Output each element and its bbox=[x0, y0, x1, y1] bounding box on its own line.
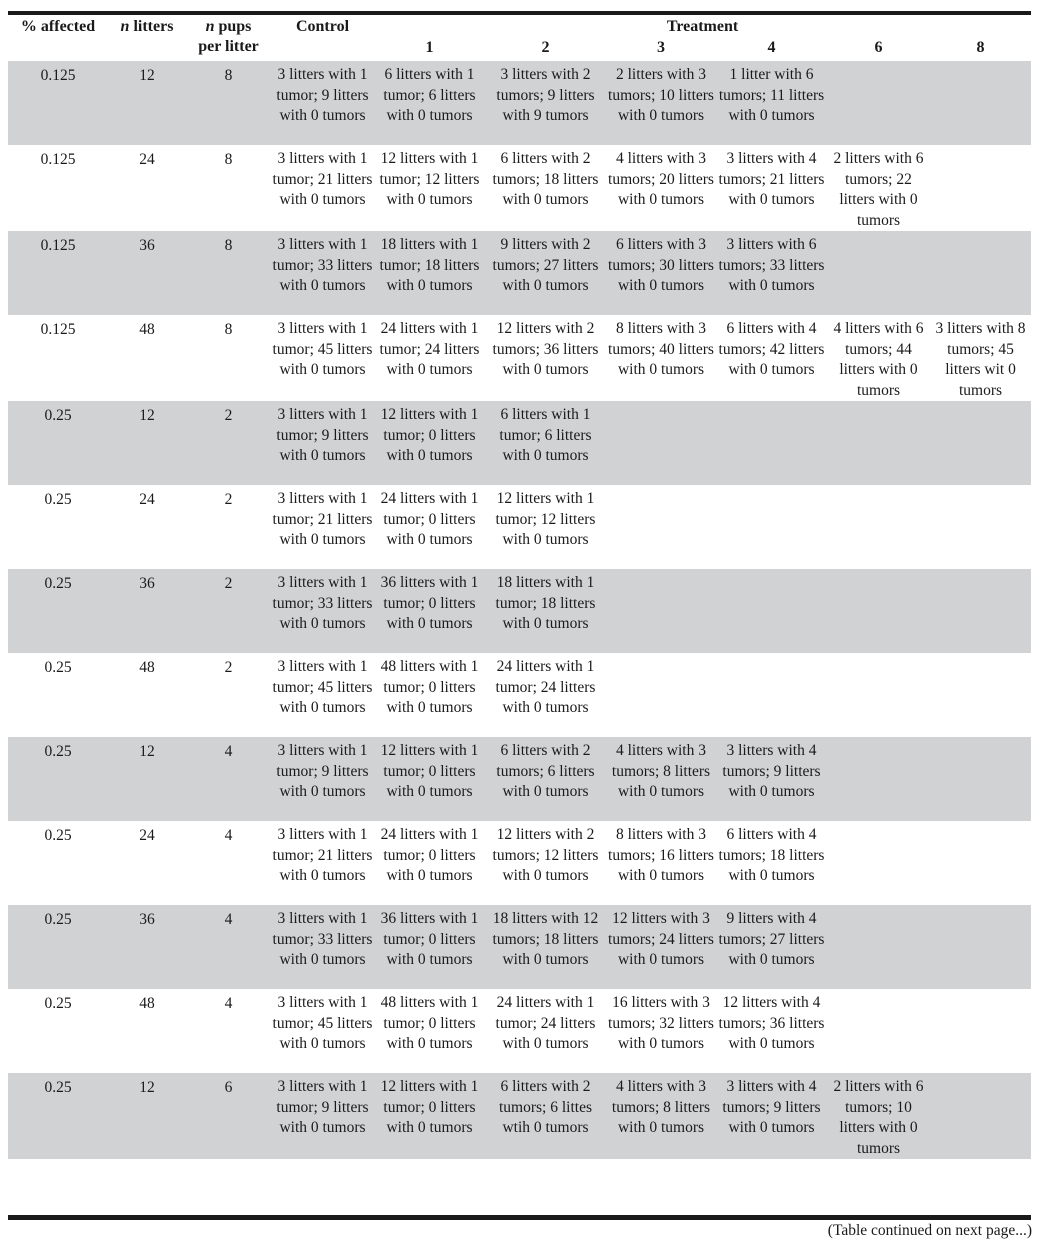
cell-treatment: 2 litters with 3 tumors; 10 litters with 0 tumors bbox=[606, 61, 716, 145]
cell-treatment: 18 litters with 12 tumors; 18 litters with 0 tumors bbox=[485, 905, 606, 989]
cell-treatment bbox=[930, 569, 1031, 653]
data-table bbox=[8, 11, 1031, 1159]
cell-treatment: 16 litters with 3 tumors; 32 litters with 0 tumors bbox=[608, 994, 714, 1052]
cell-n-litters: 24 bbox=[139, 151, 155, 168]
cell-n-pups: 2 bbox=[186, 569, 271, 653]
cell-n-pups: 4 bbox=[224, 827, 233, 844]
cell-treatment bbox=[606, 653, 716, 737]
cell-pct-affected: 0.125 bbox=[40, 321, 76, 338]
cell-n-pups: 8 bbox=[186, 231, 271, 315]
table-row bbox=[8, 315, 1031, 401]
cell-pct-affected: 0.25 bbox=[8, 905, 108, 989]
cell-treatment: 18 litters with 1 tumor; 18 litters with 0 tumors bbox=[374, 231, 485, 315]
header-treatment-col: 3 bbox=[657, 39, 665, 56]
cell-n-litters: 48 bbox=[139, 995, 155, 1012]
table-row bbox=[8, 145, 1031, 231]
table-body bbox=[8, 61, 1031, 1159]
cell-treatment: 4 litters with 3 tumors; 8 litters with 0 tumors bbox=[606, 1073, 716, 1159]
cell-treatment bbox=[930, 737, 1031, 821]
cell-control: 3 litters with 1 tumor; 9 litters with 0 tumors bbox=[271, 737, 374, 821]
cell-pct-affected: 0.125 bbox=[8, 231, 108, 315]
cell-treatment: 3 litters with 4 tumors; 9 litters with 0 tumors bbox=[716, 1073, 827, 1159]
cell-treatment bbox=[716, 569, 827, 653]
table-row bbox=[8, 905, 1031, 989]
cell-treatment bbox=[930, 231, 1031, 315]
cell-n-pups: 4 bbox=[186, 905, 271, 989]
cell-treatment: 6 litters with 4 tumors; 18 litters with 0 tumors bbox=[718, 826, 825, 884]
table-row bbox=[8, 989, 1031, 1073]
cell-pct-affected: 0.25 bbox=[44, 995, 72, 1012]
cell-control: 3 litters with 1 tumor; 21 litters with 0 tumors bbox=[272, 150, 373, 208]
cell-treatment: 2 litters with 6 tumors; 10 litters with 0 tumors bbox=[827, 1073, 930, 1159]
cell-treatment: 9 litters with 4 tumors; 27 litters with 0 tumors bbox=[716, 905, 827, 989]
table-row bbox=[8, 231, 1031, 315]
cell-treatment: 6 litters with 1 tumor; 6 litters with 0 tumors bbox=[485, 401, 606, 485]
cell-treatment: 24 litters with 1 tumor; 0 litters with 0 tumors bbox=[380, 826, 479, 884]
cell-control: 3 litters with 1 tumor; 45 litters with 0 tumors bbox=[272, 994, 373, 1052]
cell-treatment bbox=[716, 401, 827, 485]
cell-control: 3 litters with 1 tumor; 45 litters with 0 tumors bbox=[272, 658, 373, 716]
cell-treatment: 2 litters with 6 tumors; 22 litters with 0 tumors bbox=[833, 150, 924, 229]
cell-treatment bbox=[827, 231, 930, 315]
cell-treatment bbox=[930, 485, 1031, 569]
cell-treatment: 4 litters with 6 tumors; 44 litters with 0 tumors bbox=[833, 320, 924, 399]
cell-treatment: 9 litters with 2 tumors; 27 litters with 0 tumors bbox=[485, 231, 606, 315]
cell-pct-affected: 0.125 bbox=[40, 151, 76, 168]
header-treatment: Treatment bbox=[666, 18, 739, 35]
cell-treatment: 6 litters with 2 tumors; 6 littes wtih 0 tumors bbox=[485, 1073, 606, 1159]
cell-n-pups: 2 bbox=[186, 401, 271, 485]
table-row bbox=[8, 653, 1031, 737]
cell-pct-affected: 0.25 bbox=[44, 659, 72, 676]
cell-n-litters: 36 bbox=[108, 231, 186, 315]
cell-n-pups: 8 bbox=[224, 151, 233, 168]
cell-pct-affected: 0.25 bbox=[44, 491, 72, 508]
cell-treatment bbox=[606, 569, 716, 653]
cell-treatment bbox=[827, 61, 930, 145]
cell-treatment bbox=[827, 989, 930, 1073]
cell-n-litters: 24 bbox=[139, 491, 155, 508]
cell-treatment: 3 litters with 4 tumors; 9 litters with 0 tumors bbox=[716, 737, 827, 821]
cell-n-litters: 48 bbox=[139, 659, 155, 676]
header-pct-affected: % affected bbox=[20, 18, 96, 35]
cell-treatment: 18 litters with 1 tumor; 18 litters with 0 tumors bbox=[485, 569, 606, 653]
header-treatment-col: 2 bbox=[541, 39, 550, 56]
cell-n-pups: 2 bbox=[224, 659, 233, 676]
cell-treatment: 8 litters with 3 tumors; 40 litters with 0 tumors bbox=[608, 320, 714, 378]
cell-n-litters: 12 bbox=[108, 61, 186, 145]
cell-n-litters: 12 bbox=[108, 737, 186, 821]
cell-treatment: 6 litters with 1 tumor; 6 litters with 0 tumors bbox=[374, 61, 485, 145]
cell-treatment: 12 litters with 1 tumor; 12 litters with 0 tumors bbox=[379, 150, 480, 208]
cell-treatment: 12 litters with 1 tumor; 0 litters with 0 tumors bbox=[374, 1073, 485, 1159]
cell-treatment: 24 litters with 1 tumor; 24 litters with 0 tumors bbox=[495, 658, 596, 716]
cell-n-pups: 8 bbox=[186, 61, 271, 145]
cell-treatment: 6 litters with 4 tumors; 42 litters with 0 tumors bbox=[718, 320, 825, 378]
cell-n-litters: 36 bbox=[108, 569, 186, 653]
cell-treatment: 8 litters with 3 tumors; 16 litters with 0 tumors bbox=[608, 826, 714, 884]
cell-pct-affected: 0.25 bbox=[8, 737, 108, 821]
cell-n-litters: 36 bbox=[108, 905, 186, 989]
cell-treatment bbox=[930, 1073, 1031, 1159]
cell-treatment: 1 litter with 6 tumors; 11 litters with 0 tumors bbox=[716, 61, 827, 145]
cell-treatment: 3 litters with 4 tumors; 21 litters with 0 tumors bbox=[718, 150, 825, 208]
table-row bbox=[8, 485, 1031, 569]
cell-treatment: 24 litters with 1 tumor; 24 litters with 0 tumors bbox=[379, 320, 480, 378]
cell-treatment: 12 litters with 4 tumors; 36 litters with 0 tumors bbox=[718, 994, 825, 1052]
table-header bbox=[8, 11, 1031, 61]
table-row bbox=[8, 737, 1031, 821]
cell-n-pups: 6 bbox=[186, 1073, 271, 1159]
table-row bbox=[8, 61, 1031, 145]
cell-treatment: 4 litters with 3 tumors; 8 litters with 0 tumors bbox=[606, 737, 716, 821]
cell-treatment bbox=[827, 485, 930, 569]
cell-pct-affected: 0.25 bbox=[8, 569, 108, 653]
cell-treatment bbox=[606, 401, 716, 485]
cell-n-litters: 48 bbox=[139, 321, 155, 338]
cell-treatment bbox=[930, 989, 1031, 1073]
cell-treatment bbox=[827, 569, 930, 653]
cell-control: 3 litters with 1 tumor; 21 litters with 0 tumors bbox=[272, 490, 373, 548]
header-n-litters: n litters bbox=[120, 18, 174, 35]
cell-treatment bbox=[716, 653, 827, 737]
cell-control: 3 litters with 1 tumor; 9 litters with 0 tumors bbox=[271, 401, 374, 485]
cell-control: 3 litters with 1 tumor; 33 litters with 0 tumors bbox=[271, 905, 374, 989]
cell-treatment: 6 litters with 2 tumors; 6 litters with 0 tumors bbox=[485, 737, 606, 821]
cell-pct-affected: 0.25 bbox=[8, 1073, 108, 1159]
cell-control: 3 litters with 1 tumor; 21 litters with 0 tumors bbox=[272, 826, 373, 884]
cell-treatment bbox=[930, 905, 1031, 989]
cell-treatment bbox=[930, 653, 1031, 737]
header-n-pups: n pups per litter bbox=[198, 18, 259, 55]
cell-treatment bbox=[827, 401, 930, 485]
cell-treatment: 12 litters with 3 tumors; 24 litters with 0 tumors bbox=[606, 905, 716, 989]
cell-treatment: 24 litters with 1 tumor; 24 litters with 0 tumors bbox=[495, 994, 596, 1052]
cell-treatment: 24 litters with 1 tumor; 0 litters with 0 tumors bbox=[380, 490, 479, 548]
cell-control: 3 litters with 1 tumor; 33 litters with 0 tumors bbox=[271, 231, 374, 315]
cell-treatment: 6 litters with 3 tumors; 30 litters with 0 tumors bbox=[606, 231, 716, 315]
cell-treatment: 36 litters with 1 tumor; 0 litters with 0 tumors bbox=[374, 905, 485, 989]
cell-treatment: 3 litters with 6 tumors; 33 litters with 0 tumors bbox=[716, 231, 827, 315]
cell-control: 3 litters with 1 tumor; 45 litters with 0 tumors bbox=[272, 320, 373, 378]
cell-treatment bbox=[930, 821, 1031, 905]
cell-control: 3 litters with 1 tumor; 33 litters with 0 tumors bbox=[271, 569, 374, 653]
cell-treatment: 12 litters with 1 tumor; 12 litters with 0 tumors bbox=[495, 490, 596, 548]
cell-treatment: 12 litters with 2 tumors; 36 litters with 0 tumors bbox=[492, 320, 599, 378]
table-row bbox=[8, 569, 1031, 653]
cell-treatment: 3 litters with 2 tumors; 9 litters with 9 tumors bbox=[485, 61, 606, 145]
table-row bbox=[8, 1073, 1031, 1159]
cell-treatment bbox=[716, 485, 827, 569]
cell-treatment bbox=[606, 485, 716, 569]
header-control: Control bbox=[295, 18, 350, 35]
header-treatment-col: 1 bbox=[425, 39, 434, 56]
table-row bbox=[8, 401, 1031, 485]
table-bottom-rule bbox=[8, 1215, 1031, 1220]
cell-treatment bbox=[827, 653, 930, 737]
cell-pct-affected: 0.25 bbox=[44, 827, 72, 844]
cell-n-pups: 2 bbox=[224, 491, 233, 508]
cell-treatment: 6 litters with 2 tumors; 18 litters with 0 tumors bbox=[492, 150, 599, 208]
cell-n-litters: 12 bbox=[108, 1073, 186, 1159]
cell-n-litters: 12 bbox=[108, 401, 186, 485]
header-treatment-col: 4 bbox=[767, 39, 776, 56]
cell-n-litters: 24 bbox=[139, 827, 155, 844]
cell-control: 3 litters with 1 tumor; 9 litters with 0 tumors bbox=[271, 1073, 374, 1159]
cell-treatment: 4 litters with 3 tumors; 20 litters with 0 tumors bbox=[608, 150, 714, 208]
header-treatment-col: 6 bbox=[874, 39, 883, 56]
cell-n-pups: 8 bbox=[224, 321, 233, 338]
cell-pct-affected: 0.125 bbox=[8, 61, 108, 145]
table-row bbox=[8, 821, 1031, 905]
cell-treatment: 12 litters with 1 tumor; 0 litters with 0 tumors bbox=[374, 401, 485, 485]
cell-n-pups: 4 bbox=[224, 995, 233, 1012]
cell-treatment: 48 litters with 1 tumor; 0 litters with 0 tumors bbox=[380, 658, 479, 716]
cell-treatment: 3 litters with 8 tumors; 45 litters wit 0 tumors bbox=[935, 320, 1026, 399]
table-continued-note: (Table continued on next page...) bbox=[827, 1222, 1032, 1239]
cell-control: 3 litters with 1 tumor; 9 litters with 0 tumors bbox=[271, 61, 374, 145]
cell-treatment bbox=[930, 61, 1031, 145]
cell-treatment: 12 litters with 2 tumors; 12 litters with 0 tumors bbox=[492, 826, 599, 884]
header-treatment-col: 8 bbox=[976, 39, 985, 56]
cell-treatment bbox=[827, 737, 930, 821]
cell-treatment: 12 litters with 1 tumor; 0 litters with 0 tumors bbox=[374, 737, 485, 821]
cell-treatment: 48 litters with 1 tumor; 0 litters with 0 tumors bbox=[380, 994, 479, 1052]
cell-treatment bbox=[930, 401, 1031, 485]
cell-treatment bbox=[827, 821, 930, 905]
cell-pct-affected: 0.25 bbox=[8, 401, 108, 485]
cell-treatment: 36 litters with 1 tumor; 0 litters with 0 tumors bbox=[374, 569, 485, 653]
cell-treatment bbox=[930, 145, 1031, 231]
cell-treatment bbox=[827, 905, 930, 989]
cell-n-pups: 4 bbox=[186, 737, 271, 821]
